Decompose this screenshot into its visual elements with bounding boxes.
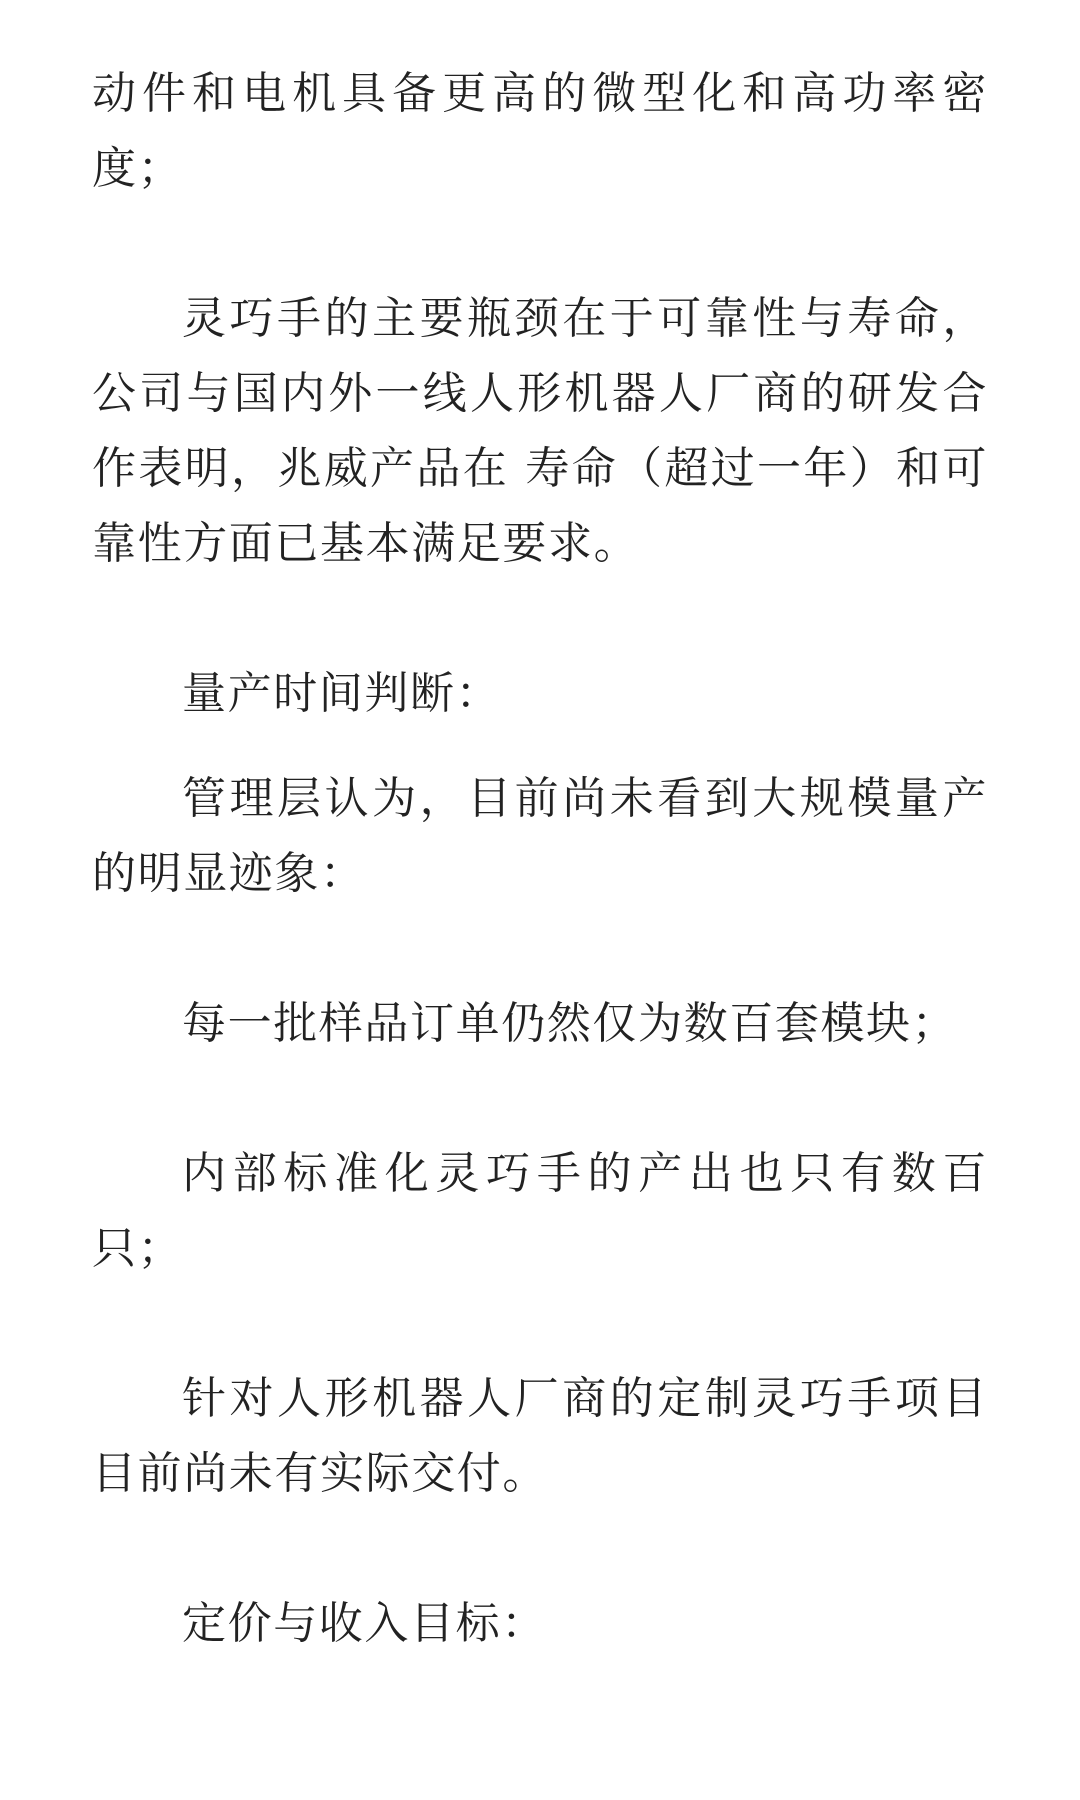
paragraph-motor-density: 动件和电机具备更高的微型化和高功率密度； bbox=[92, 68, 988, 194]
paragraph-sample-orders: 每一批样品订单仍然仅为数百套模块； bbox=[182, 998, 958, 1049]
paragraph-custom-projects: 针对人形机器人厂商的定制灵巧手项目目前尚未有实际交付。 bbox=[92, 1373, 988, 1499]
paragraph-internal-output: 内部标准化灵巧手的产出也只有数百只； bbox=[92, 1148, 988, 1274]
section-heading-pricing-revenue: 定价与收入目标： bbox=[182, 1598, 547, 1649]
section-heading-mass-production: 量产时间判断： bbox=[182, 668, 502, 719]
paragraph-reliability-lifetime: 灵巧手的主要瓶颈在于可靠性与寿命，公司与国内外一线人形机器人厂商的研发合作表明，兆威产品在 寿命（超过一年）和可靠性方面已基本满足要求。 bbox=[92, 293, 988, 569]
paragraph-management-view: 管理层认为，目前尚未看到大规模量产的明显迹象： bbox=[92, 773, 988, 899]
